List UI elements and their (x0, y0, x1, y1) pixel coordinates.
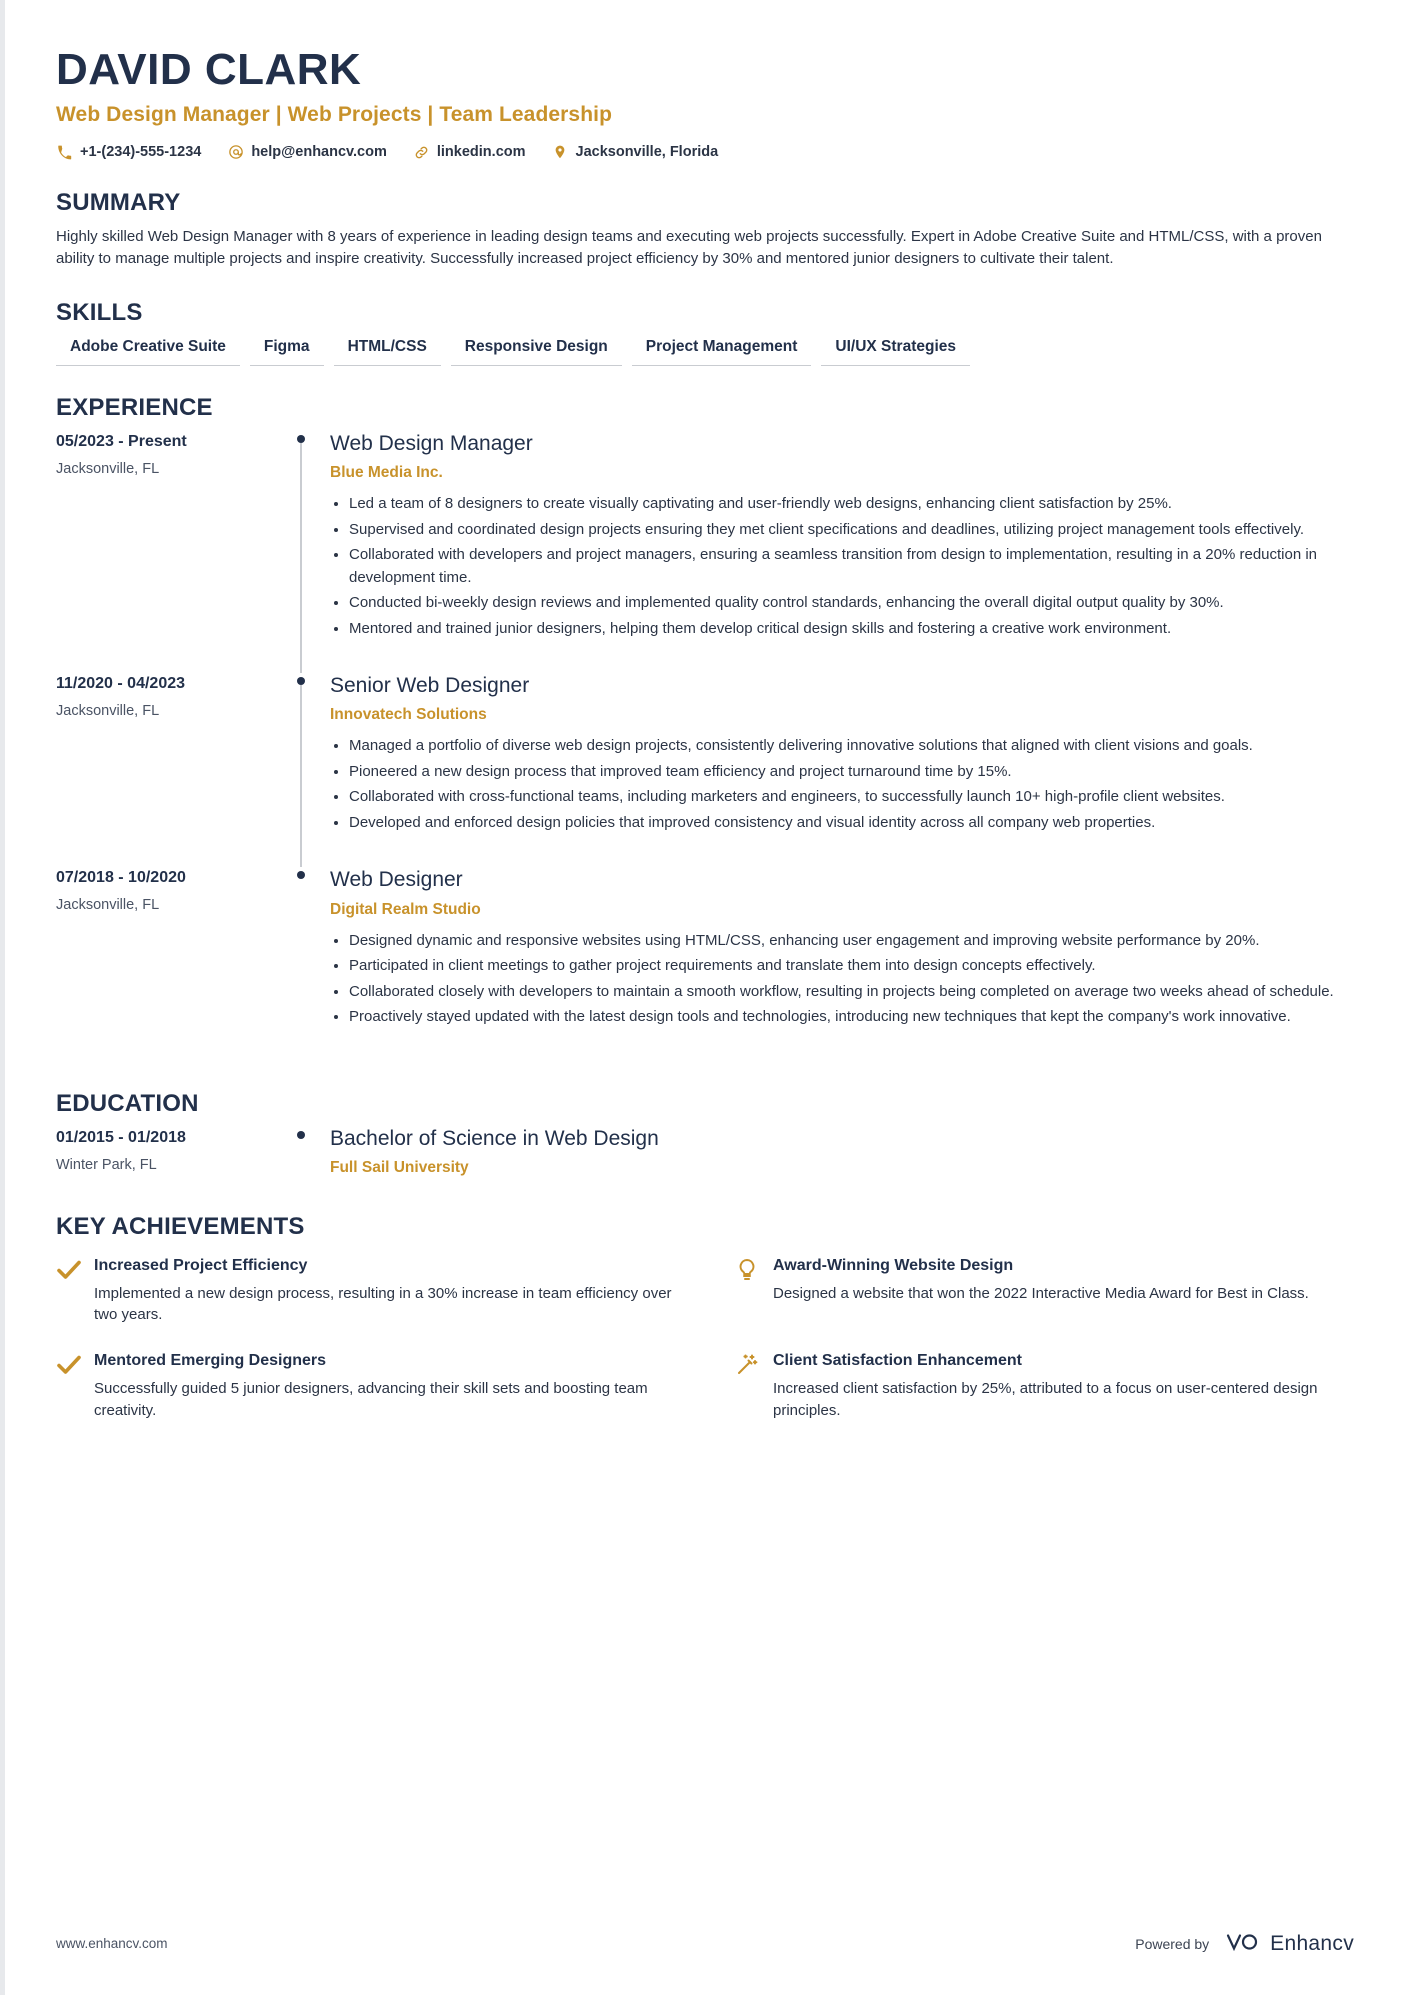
experience-meta (56, 673, 288, 867)
enhancv-logo (1221, 1930, 1354, 1957)
education-degree: Bachelor of Science in Web Design (330, 1126, 659, 1150)
experience-dates: 05/2023 - Present (56, 433, 187, 451)
email-icon (227, 144, 244, 161)
section-title-summary: SUMMARY (56, 188, 181, 216)
professional-headline: Web Design Manager | Web Projects | Team Leadership (56, 102, 613, 126)
section-experience (56, 394, 1354, 1062)
education-meta (56, 1127, 288, 1185)
lightbulb-icon (735, 1257, 773, 1327)
contact-linkedin[interactable] (413, 144, 526, 161)
contact-email[interactable] (227, 144, 387, 161)
achievement-title: Client Satisfaction Enhancement (773, 1352, 1022, 1370)
footer-website[interactable]: www.enhancv.com (56, 1936, 168, 1951)
contact-location (552, 144, 719, 161)
experience-meta (56, 867, 288, 1061)
experience-bullet: • Developed and enforced design policies that improved consistency and visual identity across all company web properties. (349, 812, 1354, 835)
experience-bullet: • Designed dynamic and responsive websites using HTML/CSS, enhancing user engagement and improving website performance by 20%. (349, 930, 1354, 953)
skill-chip: HTML/CSS (334, 338, 441, 366)
experience-bullets (330, 493, 1354, 640)
achievement-item (735, 1352, 1354, 1422)
experience-dates: 11/2020 - 04/2023 (56, 675, 186, 693)
page-footer (56, 1930, 1354, 1957)
experience-entry (56, 867, 1354, 1061)
check-icon (56, 1352, 94, 1422)
achievement-title: Mentored Emerging Designers (94, 1352, 327, 1370)
experience-body (330, 673, 1354, 867)
section-title-experience: EXPERIENCE (56, 394, 213, 422)
experience-dates: 07/2018 - 10/2020 (56, 869, 186, 887)
education-body (330, 1127, 1354, 1185)
experience-role: Senior Web Designer (330, 674, 530, 698)
experience-bullet: • Pioneered a new design process that improved team efficiency and project turnaround time by 15%. (349, 761, 1354, 784)
timeline-line (300, 443, 302, 673)
summary-text: Highly skilled Web Design Manager with 8 years of experience in leading design teams and executing web projects successfully. Expert in Adobe Creative Suite and HTML/CSS, with a proven ability to manage multiple projects and inspire creativity. Successfully increased project efficiency by 30% and mentored junior designers to cultivate their talent. (56, 227, 1322, 268)
experience-company: Blue Media Inc. (330, 464, 443, 482)
timeline-dot-icon (297, 435, 305, 443)
skill-chip: Figma (250, 338, 324, 366)
experience-body (330, 431, 1354, 673)
experience-bullet: • Collaborated with cross-functional teams, including marketers and engineers, to successfully launch 10+ high-profile client websites. (349, 786, 1354, 809)
timeline-marker (288, 867, 330, 1061)
experience-bullet: • Mentored and trained junior designers, helping them develop critical design skills and fostering a creative work environment. (349, 618, 1354, 641)
skill-chip: Project Management (632, 338, 812, 366)
contact-row (56, 144, 1354, 161)
contact-linkedin-text: linkedin.com (436, 144, 526, 161)
experience-role: Web Design Manager (330, 432, 533, 456)
section-key-achievements (56, 1213, 1354, 1422)
page-title: DAVID CLARK (56, 45, 362, 94)
experience-bullet: • Managed a portfolio of diverse web design projects, consistently delivering innovative solutions that aligned with client visions and goals. (349, 735, 1354, 758)
experience-company: Innovatech Solutions (330, 706, 487, 724)
achievement-item (56, 1352, 675, 1422)
phone-icon (56, 144, 73, 161)
timeline-marker (288, 673, 330, 867)
section-education (56, 1090, 1354, 1185)
timeline-marker (288, 1127, 330, 1185)
contact-location-text: Jacksonville, Florida (575, 144, 719, 161)
achievement-title: Award-Winning Website Design (773, 1256, 1014, 1274)
experience-bullet: • Led a team of 8 designers to create visually captivating and user-friendly web designs, enhancing client satisfaction by 25%. (349, 493, 1354, 516)
timeline-marker (288, 431, 330, 673)
location-pin-icon (552, 144, 569, 161)
experience-meta (56, 431, 288, 673)
timeline-dot-icon (297, 871, 305, 879)
experience-role: Web Designer (330, 868, 463, 892)
check-icon (56, 1257, 94, 1327)
powered-by-label: Powered by (1135, 1935, 1210, 1952)
achievement-item (735, 1257, 1354, 1327)
achievement-description: Implemented a new design process, resulting in a 30% increase in team efficiency over two years. (94, 1284, 672, 1324)
skill-chip: Responsive Design (451, 338, 622, 366)
experience-location: Jacksonville, FL (56, 461, 160, 478)
experience-location: Jacksonville, FL (56, 703, 160, 720)
contact-phone-text: +1-(234)-555-1234 (80, 144, 202, 161)
section-title-education: EDUCATION (56, 1089, 199, 1117)
experience-bullet: • Proactively stayed updated with the latest design tools and technologies, introducing new techniques that kept the company's work innovative. (349, 1006, 1354, 1029)
experience-bullet: • Conducted bi-weekly design reviews and implemented quality control standards, enhancing the overall digital output quality by 30%. (349, 592, 1354, 615)
education-dates: 01/2015 - 01/2018 (56, 1128, 186, 1146)
enhancv-wordmark: Enhancv (1270, 1931, 1354, 1955)
magic-wand-icon (735, 1352, 773, 1422)
experience-bullet: • Collaborated with developers and project managers, ensuring a seamless transition from design to implementation, resulting in a 20% reduction in development time. (349, 544, 1354, 589)
link-icon (413, 144, 430, 161)
footer-branding (1135, 1930, 1354, 1957)
section-skills (56, 299, 1354, 366)
section-title-skills: SKILLS (56, 299, 143, 327)
experience-entry (56, 673, 1354, 867)
timeline-dot-icon (297, 1131, 305, 1139)
experience-bullet: • Participated in client meetings to gather project requirements and translate them into design concepts effectively. (349, 955, 1354, 978)
achievement-title: Increased Project Efficiency (94, 1256, 308, 1274)
experience-company: Digital Realm Studio (330, 900, 481, 918)
experience-bullet: • Collaborated closely with developers to maintain a smooth workflow, resulting in projects being completed on average two weeks ahead of schedule. (349, 981, 1354, 1004)
education-location: Winter Park, FL (56, 1156, 157, 1173)
contact-phone[interactable] (56, 144, 201, 161)
experience-entry (56, 431, 1354, 673)
page-left-rule (0, 0, 5, 1995)
experience-bullet: • Supervised and coordinated design projects ensuring they met client specifications and deadlines, utilizing project management tools effectively. (349, 519, 1354, 542)
experience-bullets (330, 735, 1354, 834)
timeline-line (300, 685, 302, 867)
experience-body (330, 867, 1354, 1061)
skill-chip: UI/UX Strategies (821, 338, 970, 366)
experience-location: Jacksonville, FL (56, 897, 160, 914)
contact-email-text: help@enhancv.com (251, 144, 387, 161)
achievements-grid (56, 1257, 1354, 1422)
achievement-description: Increased client satisfaction by 25%, attributed to a focus on user-centered design principles. (773, 1380, 1318, 1419)
education-school: Full Sail University (330, 1158, 469, 1176)
section-summary (56, 189, 1354, 272)
experience-bullets (330, 930, 1354, 1029)
skills-list (56, 338, 1354, 366)
achievement-item (56, 1257, 675, 1327)
enhancv-mark-icon (1221, 1930, 1261, 1957)
resume-header (56, 46, 1354, 161)
achievement-description: Designed a website that won the 2022 Interactive Media Award for Best in Class. (773, 1284, 1309, 1302)
skill-chip: Adobe Creative Suite (56, 338, 240, 366)
timeline-dot-icon (297, 677, 305, 685)
section-title-key-achievements: KEY ACHIEVEMENTS (56, 1212, 305, 1240)
achievement-description: Successfully guided 5 junior designers, advancing their skill sets and boosting team creativity. (94, 1380, 648, 1419)
education-entry (56, 1127, 1354, 1185)
